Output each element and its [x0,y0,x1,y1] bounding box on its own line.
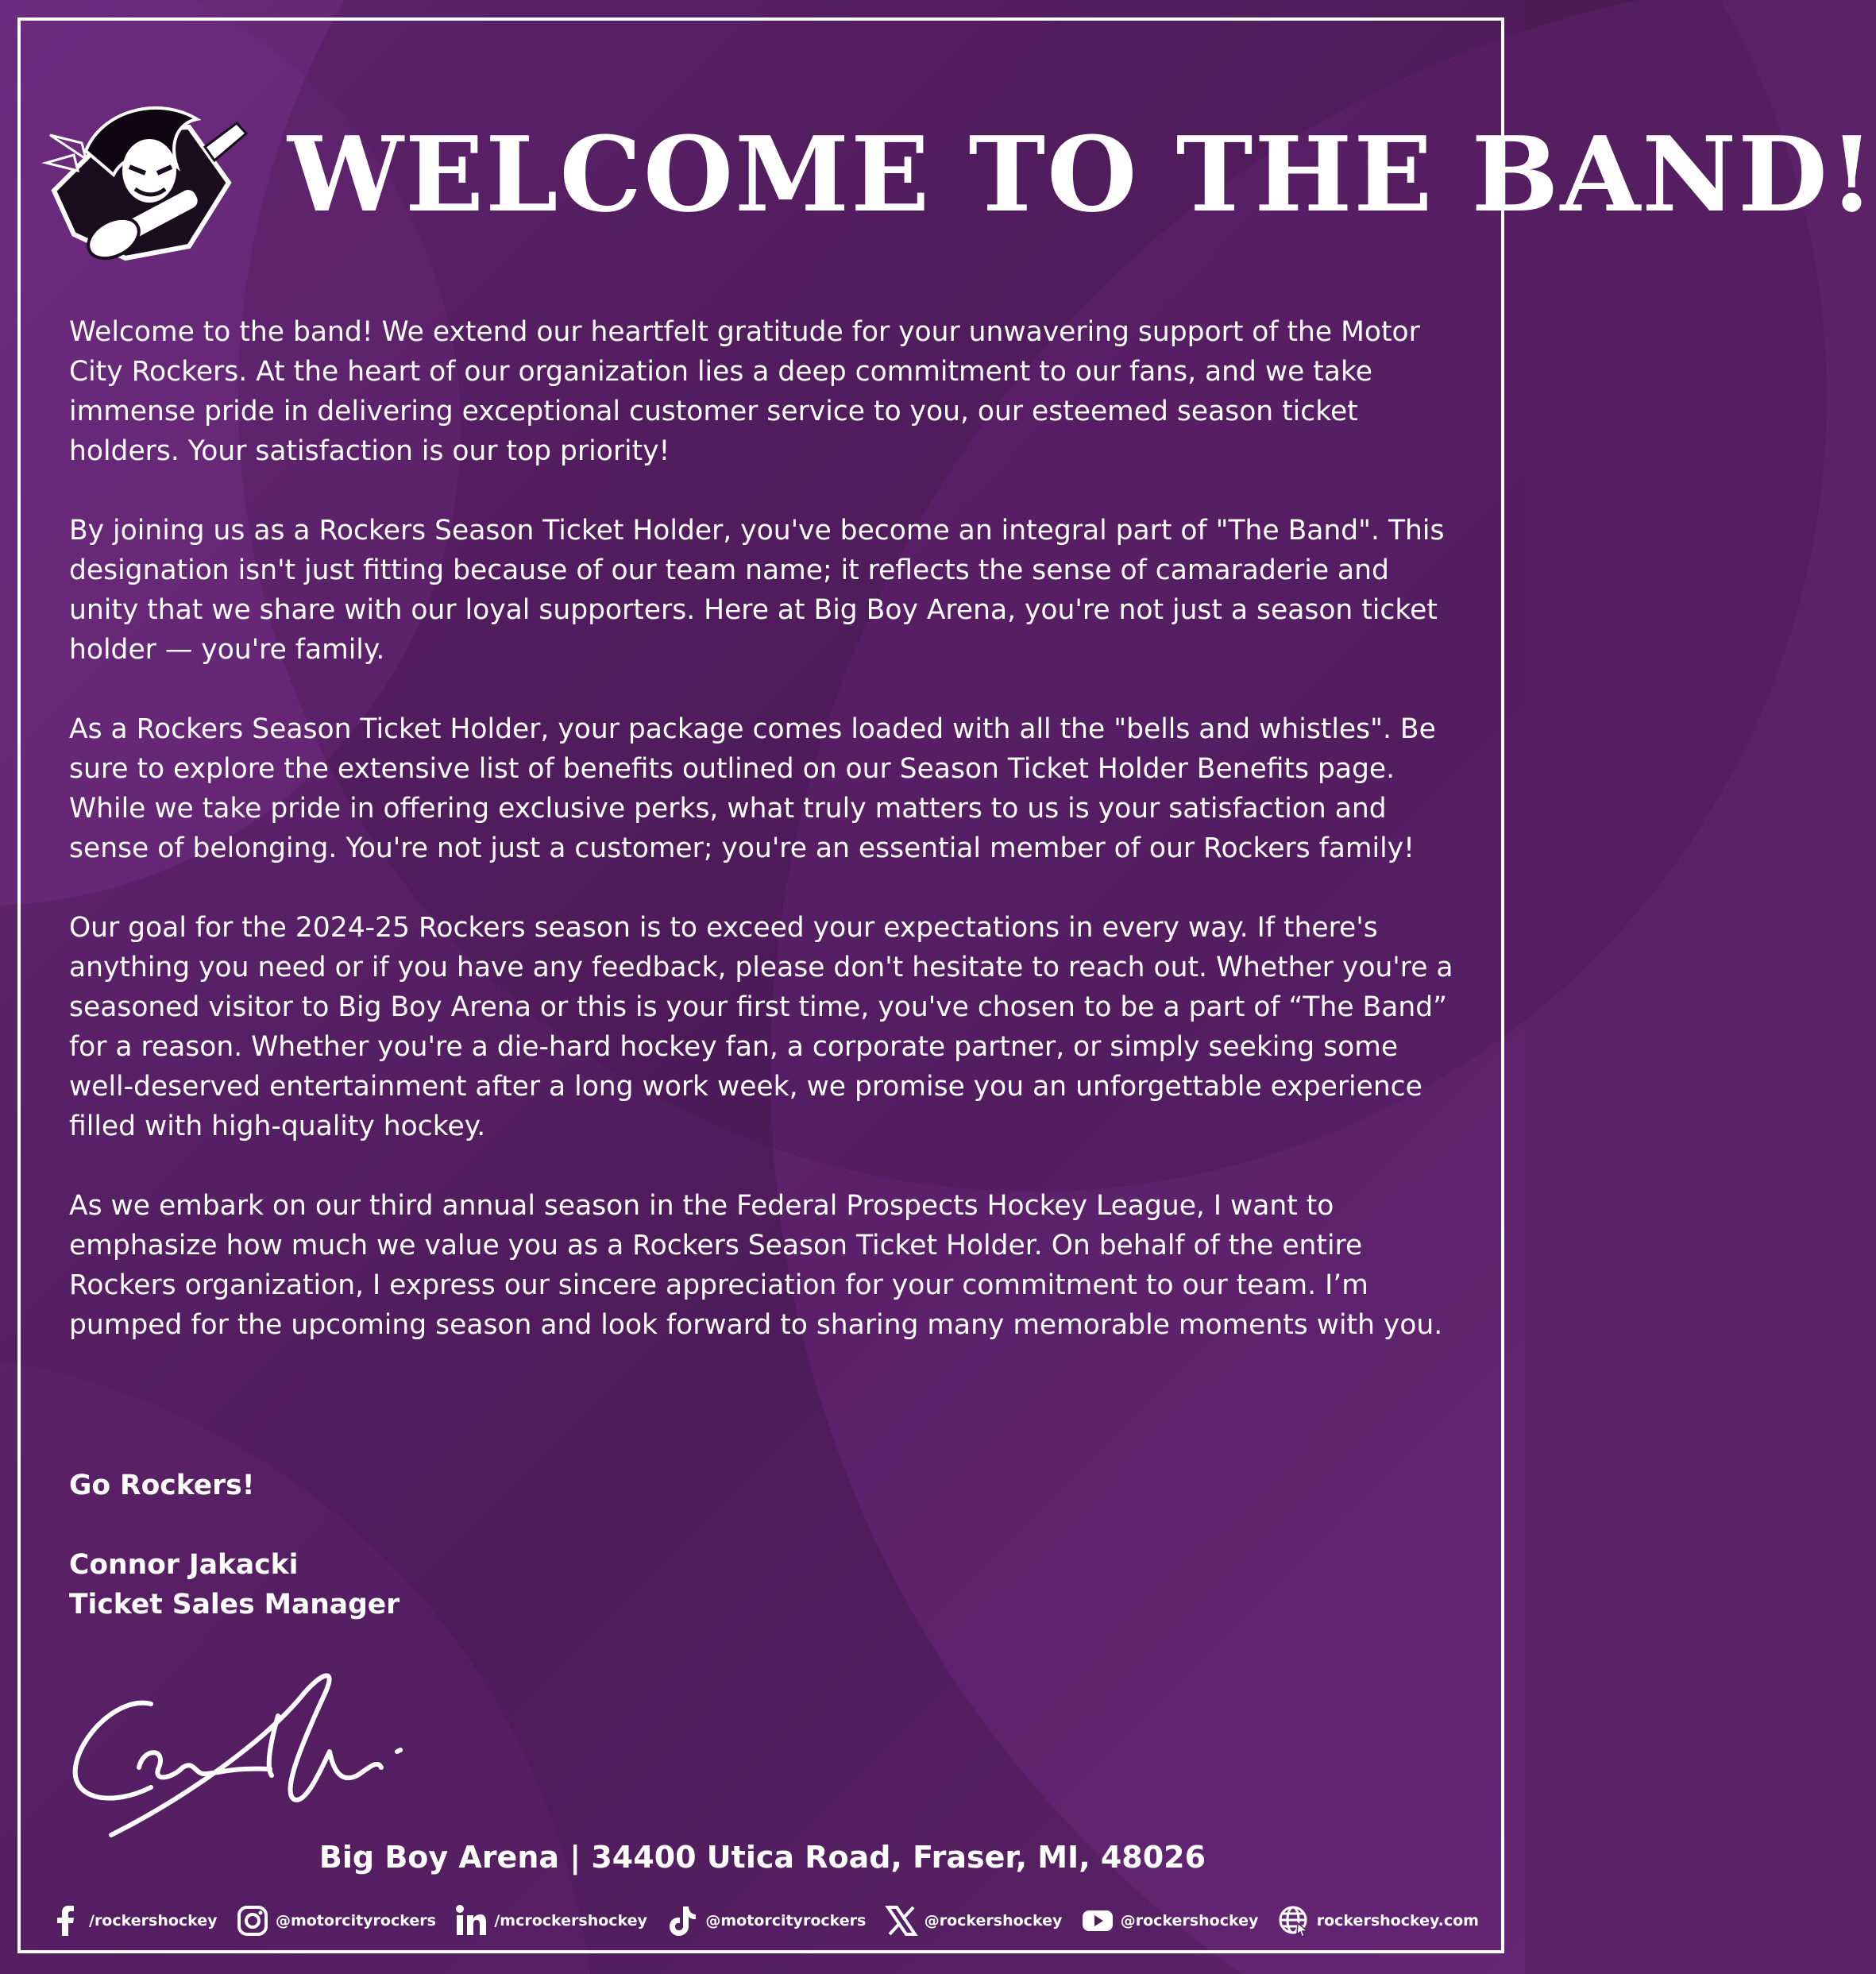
signer-title: Ticket Sales Manager [69,1589,400,1621]
social-label: @rockershockey [1120,1912,1259,1930]
arena-address: Big Boy Arena | 34400 Utica Road, Fraser, MI, 48026 [318,1840,1206,1875]
social-tiktok[interactable] [666,1904,866,1937]
facebook-icon [49,1904,83,1937]
social-label: @rockershockey [924,1912,1063,1930]
youtube-icon [1081,1904,1114,1937]
social-instagram[interactable] [236,1904,436,1937]
closing-line: Go Rockers! [69,1470,255,1501]
paragraph: Welcome to the band! We extend our heartfelt gratitude for your unwavering support of the Motor City Rockers. At the heart of our organization lies a deep commitment to our fans, and we take immense pride in delivering exceptional customer service to you, our esteemed season ticket holders. Your satisfaction is our top priority! [69,316,1420,467]
tiktok-icon [666,1904,699,1937]
social-label: /mcrockershockey [494,1912,647,1930]
rockers-logo-icon [38,87,268,270]
globe-icon [1277,1904,1310,1937]
social-x[interactable] [885,1904,1063,1937]
social-links [49,1901,1479,1941]
social-label: @motorcityrockers [275,1912,436,1930]
social-label: /rockershockey [89,1912,218,1930]
paragraph: As a Rockers Season Ticket Holder, your package comes loaded with all the "bells and whistles". Be sure to explore the extensive list of benefits outlined on our Season Ticket Holder Benefits page. While we take pride in offering exclusive perks, what truly matters to us is your satisfaction and sense of belonging. You're not just a customer; you're an essential member of our Rockers family! [69,713,1436,864]
social-label: rockershockey.com [1316,1912,1479,1930]
social-facebook[interactable] [49,1904,218,1937]
linkedin-icon [454,1904,488,1937]
paragraph: As we embark on our third annual season in the Federal Prospects Hockey League, I want to emphasize how much we value you as a Rockers Season Ticket Holder. On behalf of the entire Rockers organization, I express our sincere appreciation for your commitment to our team. I’m pumped for the upcoming season and look forward to sharing many memorable moments with you. [69,1190,1443,1341]
signer-block [69,1545,400,1624]
signer-name: Connor Jakacki [69,1549,299,1581]
paragraph: Our goal for the 2024-25 Rockers season is to exceed your expectations in every way. If there's anything you need or if you have any feedback, please don't hesitate to reach out. Whether you're a seasoned visitor to Big Boy Arena or this is your first time, you've chosen to be a part of “The Band” for a reason. Whether you're a die-hard hockey fan, a corporate partner, or simply seeking some well-deserved entertainment after a long work week, we promise you an unforgettable experience filled with high-quality hockey. [69,912,1453,1142]
paragraph: By joining us as a Rockers Season Ticket Holder, you've become an integral part of "The Band". This designation isn't just fitting because of our team name; it reflects the sense of camaraderie and unity that we share with our loyal supporters. Here at Big Boy Arena, you're not just a season ticket holder — you're family. [69,515,1445,666]
social-youtube[interactable] [1081,1904,1259,1937]
letter-body [69,312,1467,1385]
social-website[interactable] [1277,1904,1479,1937]
page-title: WELCOME TO THE BAND! [288,114,1876,235]
social-linkedin[interactable] [454,1904,647,1937]
social-label: @motorcityrockers [705,1912,867,1930]
x-icon [885,1904,918,1937]
instagram-icon [236,1904,269,1937]
handwritten-signature [64,1648,437,1843]
